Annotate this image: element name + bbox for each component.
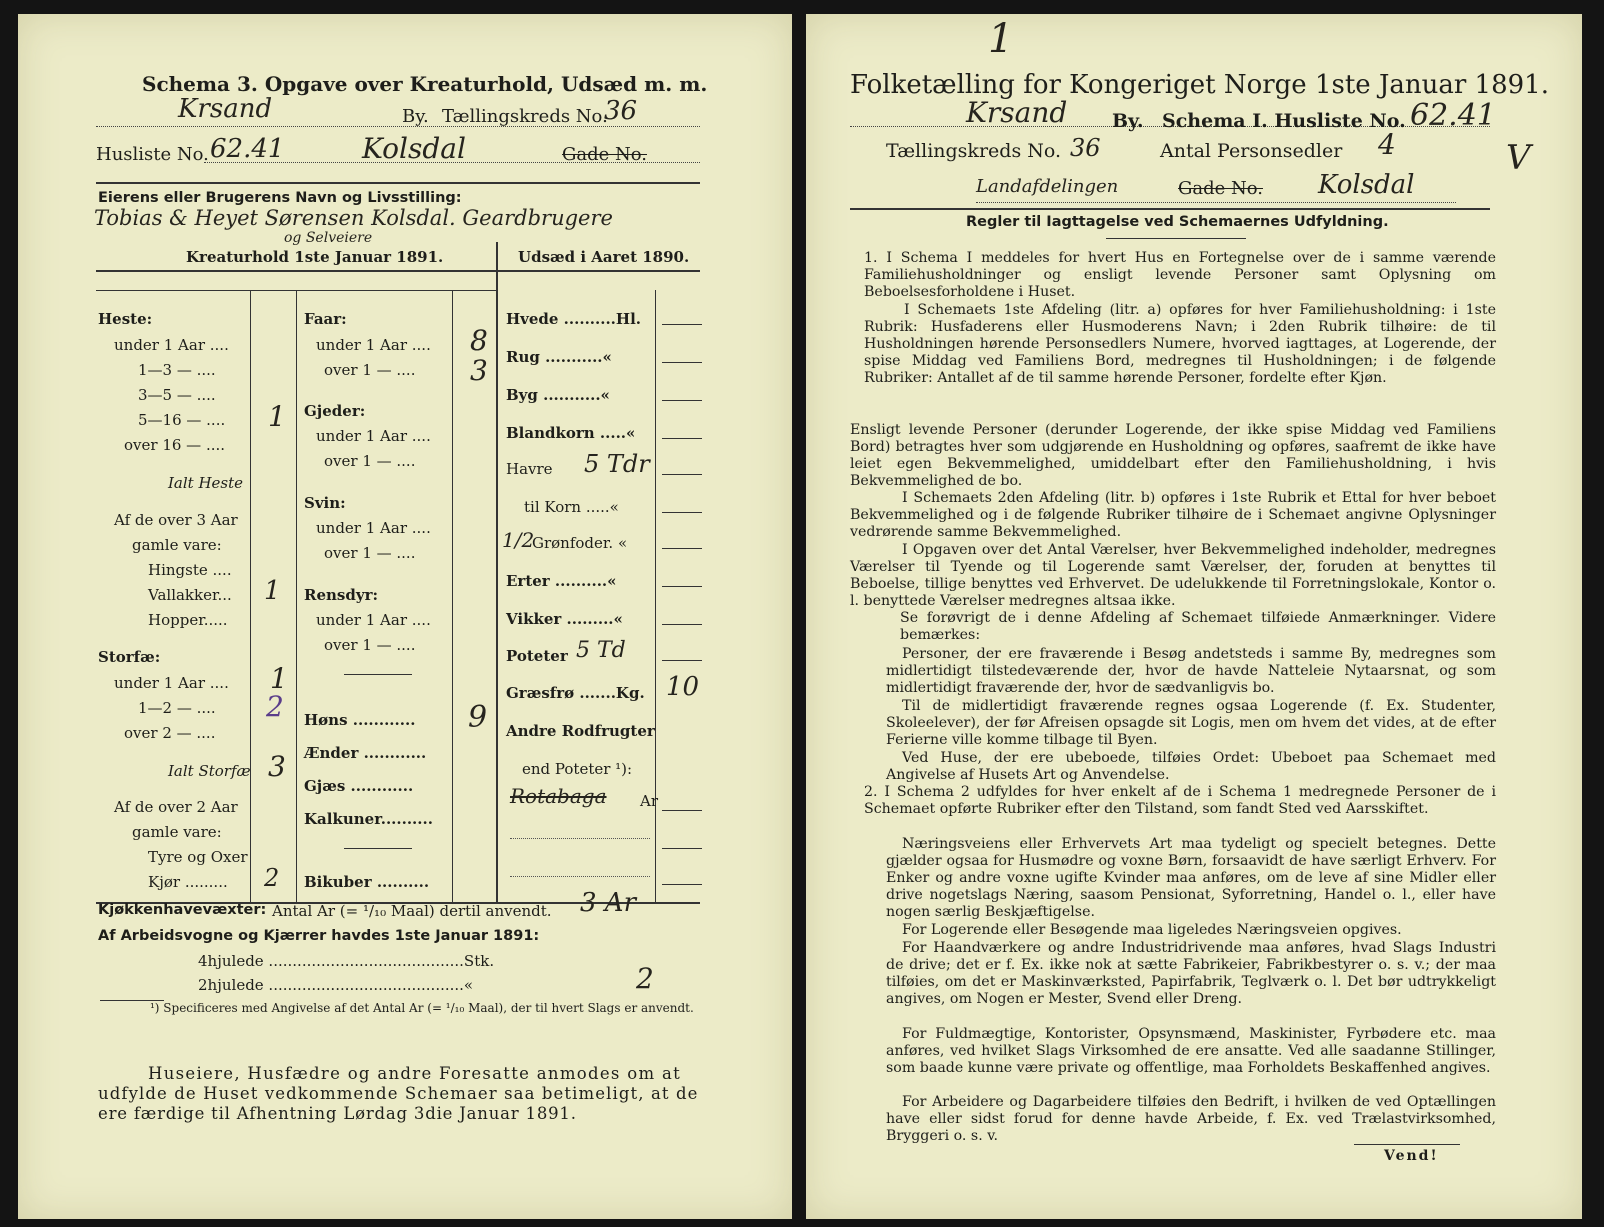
rule-paragraph: For Fuldmægtige, Kontorister, Opsynsmænd, Maskinister, Fyrbødere etc. maa anføres, ved hvilket Slags Virksomhed de ere ansatte. Ved alle saadanne Stillinger, som baade kunne være private og offentlige, maa Forholdets Beskaffenhed angives.	[886, 1026, 1496, 1076]
row-label: over 2 — ....	[124, 724, 216, 742]
row-label: 1—3 — ....	[138, 361, 216, 379]
row-label: Erter ..........«	[506, 572, 617, 590]
vogne-label: Af Arbeidsvogne og Kjærrer havdes 1ste Januar 1891:	[98, 928, 540, 944]
row-handwriting: 5 Td	[576, 638, 626, 663]
row-label: under 1 Aar ....	[316, 427, 431, 445]
row-handwriting: 5 Tdr	[584, 450, 650, 478]
row-label: Kalkuner..........	[304, 810, 433, 828]
row-label: Kjør .........	[148, 873, 228, 891]
row-value: 3	[470, 354, 488, 387]
row-label: under 1 Aar ....	[316, 336, 431, 354]
row-value: 2	[264, 864, 280, 892]
hjul2-label: 2hjulede .........................................«	[198, 976, 474, 994]
taellingskreds-label: Tællingskreds No.	[442, 106, 608, 127]
taellingskreds-handwriting: 36	[1070, 134, 1101, 162]
row-value: 3	[268, 750, 286, 783]
row-value: 10	[666, 672, 700, 702]
row-value: 9	[468, 700, 488, 735]
row-label: Hopper.....	[148, 611, 228, 629]
row-label: Hingste ....	[148, 561, 232, 579]
row-label: under 1 Aar ....	[316, 519, 431, 537]
rule-paragraph: 2. I Schema 2 udfyldes for hver enkelt af de i Schema 1 medregnede Personer de i Schemaet opførte Rubriker efter den Tilstand, som fandt Sted ved Aarsskiftet.	[864, 784, 1496, 817]
rule-paragraph: I Schemaets 2den Afdeling (litr. b) opføres i 1ste Rubrik et Ettal for hver beboet Bekvemmelighed og i de følgende Rubriker tilhøire de i Schemaet angivne Oplysninger vedrørende samme Bekvemmelighed.	[850, 490, 1496, 540]
kreatur-header: Kreaturhold 1ste Januar 1891.	[186, 248, 444, 266]
gade-label: Gade No.	[1178, 178, 1263, 199]
row-label: Ialt Storfæ	[168, 762, 251, 780]
row-label: Af de over 3 Aar	[114, 511, 238, 529]
rule-paragraph: I Opgaven over det Antal Værelser, hver Bekvemmelighed indeholder, medregnes Værelser til Tyende og til Logerende samt Værelser, der, foruden at benyttes til Beboelse, tillige benyttes ved Erhvervet. De udelukkende til Forretningslokale, Kontor o. l. benyttede Værelser medregnes altsaa ikke.	[850, 542, 1496, 609]
row-label: Poteter	[506, 647, 568, 665]
row-label: over 16 — ....	[124, 436, 226, 454]
town-handwriting: Krsand	[178, 94, 273, 124]
row-label: Rug ...........«	[506, 348, 612, 366]
owner-handwriting: Tobias & Heyet Sørensen Kolsdal. Geardbrugere	[94, 206, 613, 230]
row-label: Bikuber ..........	[304, 873, 430, 891]
rule-paragraph: For Logerende eller Besøgende maa ligeledes Næringsveien opgives.	[902, 922, 1402, 938]
town-handwriting: Krsand	[966, 96, 1068, 129]
row-handwriting: Rotabaga	[510, 784, 607, 808]
row-label: Storfæ:	[98, 648, 161, 666]
husliste-label: Husliste No.	[96, 144, 209, 165]
row-label: til Korn .....«	[524, 498, 619, 516]
gade-label: Gade No.	[562, 144, 647, 165]
row-value: 1	[264, 576, 281, 606]
rule-paragraph: Ensligt levende Personer (derunder Logerende, der ikke spise Middag ved Familiens Bord) betragtes hver som udgjørende en Husholdning og opføres, saafremt de ikke have leiet egen Bekvemmelighed, umiddelbart efter den Familiehusholdning, i hvis Bekvemmelighed de bo.	[850, 422, 1496, 489]
row-label: 5—16 — ....	[138, 411, 226, 429]
husliste-handwriting: 62.41	[210, 134, 285, 164]
row-label: Andre Rodfrugter	[506, 722, 655, 740]
kjokken-label: Kjøkkenhavevæxter:	[98, 902, 267, 918]
row-label: over 1 — ....	[324, 636, 416, 654]
row-label: Blandkorn .....«	[506, 424, 636, 442]
row-label: over 1 — ....	[324, 544, 416, 562]
row-label: under 1 Aar ....	[316, 611, 431, 629]
rule-paragraph: Ved Huse, der ere ubeboede, tilføies Ordet: Ubeboet paa Schemaet med Angivelse af Husets Art og Anvendelse.	[886, 750, 1496, 783]
notice-line-3: ere færdige til Afhentning Lørdag 3die Januar 1891.	[98, 1104, 577, 1123]
rule-paragraph: Næringsveiens eller Erhvervets Art maa tydeligt og specielt betegnes. Dette gjælder ogsaa for Husmødre og voxne Børn, forsaavidt de have særligt Erhverv. For Enker og andre voxne ugifte Kvinder maa anføres, om de leve af sine Midler eller drive nogetslags Næring, saasom Pensionat, Syforretning, Handel o. l., eller have nogen særlig Beskjæftigelse.	[886, 836, 1496, 920]
page-number-handwriting: 1	[988, 16, 1014, 62]
row-label: Af de over 2 Aar	[114, 798, 238, 816]
hjul2-handwriting: 2	[636, 962, 654, 995]
row-label: Vikker .........«	[506, 610, 623, 628]
row-label: Ialt Heste	[168, 474, 244, 492]
row-value: 1	[268, 400, 286, 433]
row-label: Heste:	[98, 310, 153, 328]
row-label: Tyre og Oxer	[148, 848, 248, 866]
notice-line-2: udfylde de Huset vedkommende Schemaer saa betimeligt, at de	[98, 1084, 699, 1103]
row-label: 1—2 — ....	[138, 699, 216, 717]
row-label: Gjeder:	[304, 402, 366, 420]
row-value: 2	[266, 690, 284, 723]
row-label: Vallakker...	[148, 586, 232, 604]
kjokken-text: Antal Ar (= ¹/₁₀ Maal) dertil anvendt.	[272, 902, 552, 920]
hjul4-label: 4hjulede .........................................Stk.	[198, 952, 495, 970]
row-label: Ar	[640, 792, 659, 810]
notice-line-1: Huseiere, Husfædre og andre Foresatte anmodes om at	[148, 1064, 682, 1083]
owner-label: Eierens eller Brugerens Navn og Livsstilling:	[98, 190, 462, 206]
row-label: Havre	[506, 460, 553, 478]
rule-paragraph: Se forøvrigt de i denne Afdeling af Schemaet tilføiede Anmærkninger. Videre bemærkes:	[900, 610, 1496, 643]
row-value: 8	[470, 324, 488, 357]
husliste-handwriting: 62.41	[1410, 98, 1496, 133]
row-label: Høns ............	[304, 711, 416, 729]
row-label: Gjæs ............	[304, 777, 414, 795]
row-label: over 1 — ....	[324, 452, 416, 470]
check-handwriting: V	[1506, 138, 1531, 178]
by-label: By.	[1112, 110, 1144, 132]
rule-paragraph: Til de midlertidigt fraværende regnes ogsaa Logerende (f. Ex. Studenter, Skoleelever), der før Afreisen opsagde sit Logis, men om hvem det vides, at de efter Ferierne ville komme tilbage til Byen.	[886, 698, 1496, 748]
row-label: Rensdyr:	[304, 586, 379, 604]
row-label: under 1 Aar ....	[114, 336, 229, 354]
antal-label: Antal Personsedler	[1160, 140, 1343, 162]
row-label: under 1 Aar ....	[114, 674, 229, 692]
rules-title: Regler til Iagttagelse ved Schemaernes Udfyldning.	[966, 214, 1389, 230]
row-label: gamle vare:	[132, 823, 222, 841]
gade-handwriting-prefix: Landafdelingen	[976, 176, 1119, 197]
row-label: gamle vare:	[132, 536, 222, 554]
rule-paragraph: For Haandværkere og andre Industridrivende maa anføres, hvad Slags Industri de drive; det er f. Ex. ikke nok at sætte Fabrikeier, Fabrikbestyrer o. s. v.; der maa tilføies, om det er Maskinværksted, Papirfabrik, Teglværk o. l. Det bør udtrykkeligt angives, om Nogen er Mester, Svend eller Dreng.	[886, 940, 1496, 1007]
gade-handwriting: Kolsdal	[1318, 170, 1415, 200]
kjokken-handwriting: 3 Ar	[580, 888, 637, 918]
footnote: ¹) Specificeres med Angivelse af det Antal Ar (= ¹/₁₀ Maal), der til hvert Slags er anvendt.	[150, 1001, 694, 1015]
rule-paragraph: For Arbeidere og Dagarbeidere tilføies den Bedrift, i hvilken de ved Optællingen have eller sidst forud for denne havde Arbeide, f. Ex. ved Trælastvirksomhed, Bryggeri o. s. v.	[886, 1094, 1496, 1144]
taellingskreds-label: Tællingskreds No.	[886, 140, 1061, 162]
row-label: Hvede ..........Hl.	[506, 310, 641, 328]
vend-label: Vend!	[1384, 1148, 1439, 1164]
rule-paragraph: I Schemaets 1ste Afdeling (litr. a) opføres for hver Familiehusholdning: i 1ste Rubrik: Husfaderens eller Husmoderens Navn; i 2den Rubrik tilhøire: de til Husholdningen hørende Personsedlers Numere, hvorved iagttages, at Logerende, der spise Middag ved Familiens Bord, medregnes til Husholdningen; i de følgende Rubriker: Antallet af de til samme hørende Personer, fordelte efter Kjøn.	[864, 302, 1496, 386]
schema-title: Schema 3. Opgave over Kreaturhold, Udsæd m. m.	[142, 72, 708, 96]
row-label: Ænder ............	[304, 744, 427, 762]
row-label: Græsfrø .......Kg.	[506, 684, 645, 702]
row-label: Faar:	[304, 310, 347, 328]
rule-paragraph: Personer, der ere fraværende i Besøg andetsteds i samme By, medregnes som midlertidigt tilstedeværende der, hvor de havde Natteleie Nytaarsnat, og som midlertidigt fraværende der, hvor de sædvanligvis bo.	[886, 646, 1496, 696]
row-label: Grønfoder. «	[532, 534, 628, 552]
owner-handwriting-2: og Selveiere	[284, 230, 373, 246]
row-handwriting: 1/2	[502, 528, 535, 552]
udsaed-header: Udsæd i Aaret 1890.	[518, 248, 690, 266]
street-handwriting: Kolsdal	[362, 132, 466, 165]
left-page	[18, 14, 792, 1219]
row-value: 1	[270, 662, 288, 695]
row-label: end Poteter ¹):	[522, 760, 633, 778]
row-label: over 1 — ....	[324, 361, 416, 379]
row-label: Byg ...........«	[506, 386, 610, 404]
rule-paragraph: 1. I Schema I meddeles for hvert Hus en Fortegnelse over de i samme værende Familiehusholdninger og ensligt levende Personer samt Oplysning om Beboelsesforholdene i Huset.	[864, 250, 1496, 300]
row-label: 3—5 — ....	[138, 386, 216, 404]
census-title: Folketælling for Kongeriget Norge 1ste Januar 1891.	[850, 70, 1549, 100]
schema-label: Schema I. Husliste No.	[1162, 110, 1406, 132]
right-page	[806, 14, 1582, 1219]
taellingskreds-handwriting: 36	[604, 96, 638, 126]
antal-handwriting: 4	[1378, 128, 1396, 161]
row-label: Svin:	[304, 494, 346, 512]
by-label: By.	[402, 106, 429, 127]
